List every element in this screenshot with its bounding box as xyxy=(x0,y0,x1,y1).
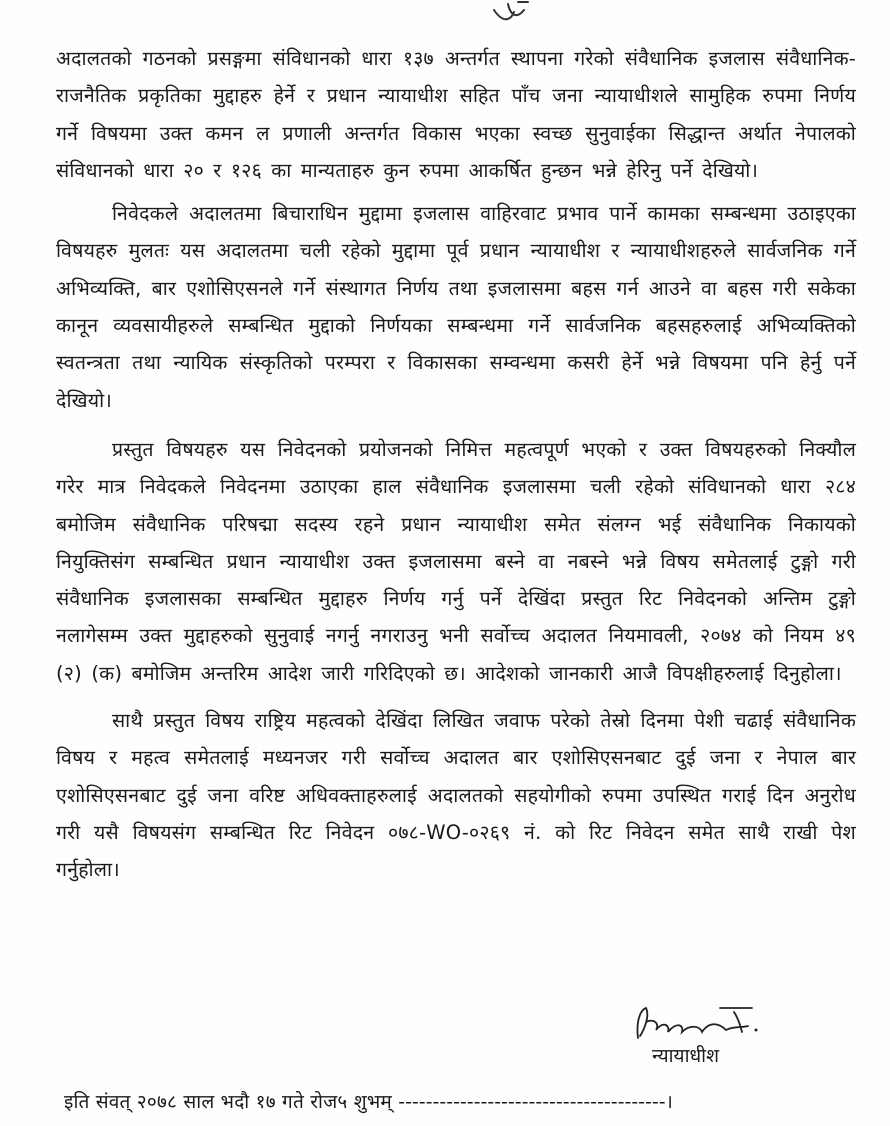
paragraph-4: साथै प्रस्तुत विषय राष्ट्रिय महत्वको देखिंदा लिखित जवाफ परेको तेस्रो दिनमा पेशी चढाई संवैधानिक विषय र महत्व समेतलाई मध्यनजर गरी सर्वोच्च अदालत बार एशोसिएसनबाट दुई जना र नेपाल बार एशोसिएसनबाट दुई जना वरिष्ट अधिवक्ताहरुलाई अदालतको सहयोगीको रुपमा उपस्थित गराई दिन अनुरोध गरी यसै विषयसंग सम्बन्धित रिट निवेदन ०७८-WO-०२६९ नं. को रिट निवेदन समेत साथै राखी पेश गर्नुहोला। xyxy=(56,709,856,882)
judge-signature-block xyxy=(630,1002,780,1082)
paragraph-3: प्रस्तुत विषयहरु यस निवेदनको प्रयोजनको निमित्त महत्वपूर्ण भएको र उक्त विषयहरुको निक्यौल गरेर मात्र निवेदकले निवेदनमा उठाएका हाल संवैधानिक इजलासमा चली रहेको संविधानको धारा २८४ बमोजिम संवैधानिक परिषद्मा सदस्य रहने प्रधान न्यायाधीश समेत संलग्न भई संवैधानिक निकायको नियुक्तिसंग सम्बन्धित प्रधान न्यायाधीश उक्त इजलासमा बस्ने वा नबस्ने भन्ने विषय समेतलाई टुङ्गो गरी संवैधानिक इजलासका सम्बन्धित मुद्दाहरु निर्णय गर्नु पर्ने देखिंदा प्रस्तुत रिट निवेदनको अन्तिम टुङ्गो नलागेसम्म उक्त मुद्दाहरुको सुनुवाई नगर्नु नगराउनु भनी सर्वोच्च अदालत नियमावली, २०७४ को नियम ४९ (२) (क) बमोजिम अन्तरिम आदेश जारी गरिदिएको छ। आदेशको जानकारी आजै विपक्षीहरुलाई दिनुहोला। xyxy=(56,437,856,685)
paragraph-2: निवेदकले अदालतमा बिचाराधिन मुद्दामा इजलास वाहिरवाट प्रभाव पार्ने कामका सम्बन्धमा उठाइएका विषयहरु मुलतः यस अदालतमा चली रहेको मुद्दामा पूर्व प्रधान न्यायाधीश र न्यायाधीशहरुले सार्वजनिक गर्ने अभिव्यक्ति, बार एशोसिएसनले गर्ने संस्थागत निर्णय तथा इजलासमा बहस गर्न आउने वा बहस गरी सकेका कानून व्यवसायीहरुले सम्बन्धित मुद्दाको निर्णयका सम्बन्धमा गर्ने सार्वजनिक बहसहरुलाई अभिव्यक्तिको स्वतन्त्रता तथा न्यायिक संस्कृतिको परम्परा र विकासका सम्वन्धमा कसरी हेर्ने भन्ने विषयमा पनि हेर्नु पर्ने देखियो। xyxy=(56,202,856,412)
date-footer xyxy=(64,1088,673,1114)
order-body xyxy=(56,40,856,889)
footer-dash-line: ---------------------------------------। xyxy=(398,1091,673,1113)
top-scribble-mark xyxy=(488,0,538,26)
handwritten-signature xyxy=(630,1002,780,1046)
paragraph-1: अदालतको गठनको प्रसङ्गमा संविधानको धारा १३७ अन्तर्गत स्थापना गरेको संवैधानिक इजलास संवैधानिक-राजनैतिक प्रकृतिका मुद्दाहरु हेर्ने र प्रधान न्यायाधीश सहित पाँच जना न्यायाधीशले सामुहिक रुपमा निर्णय गर्ने विषयमा उक्त कमन ल प्रणाली अन्तर्गत विकास भएका स्वच्छ सुनुवाईका सिद्धान्त अर्थात नेपालको संविधानको धारा २० र १२६ का मान्यताहरु कुन रुपमा आकर्षित हुन्छन भन्ने हेरिनु पर्ने देखियो। xyxy=(56,47,856,182)
signatory-title: न्यायाधीश xyxy=(652,1045,720,1067)
date-line: इति संवत् २०७८ साल भदौ १७ गते रोज५ शुभम् xyxy=(64,1091,392,1113)
